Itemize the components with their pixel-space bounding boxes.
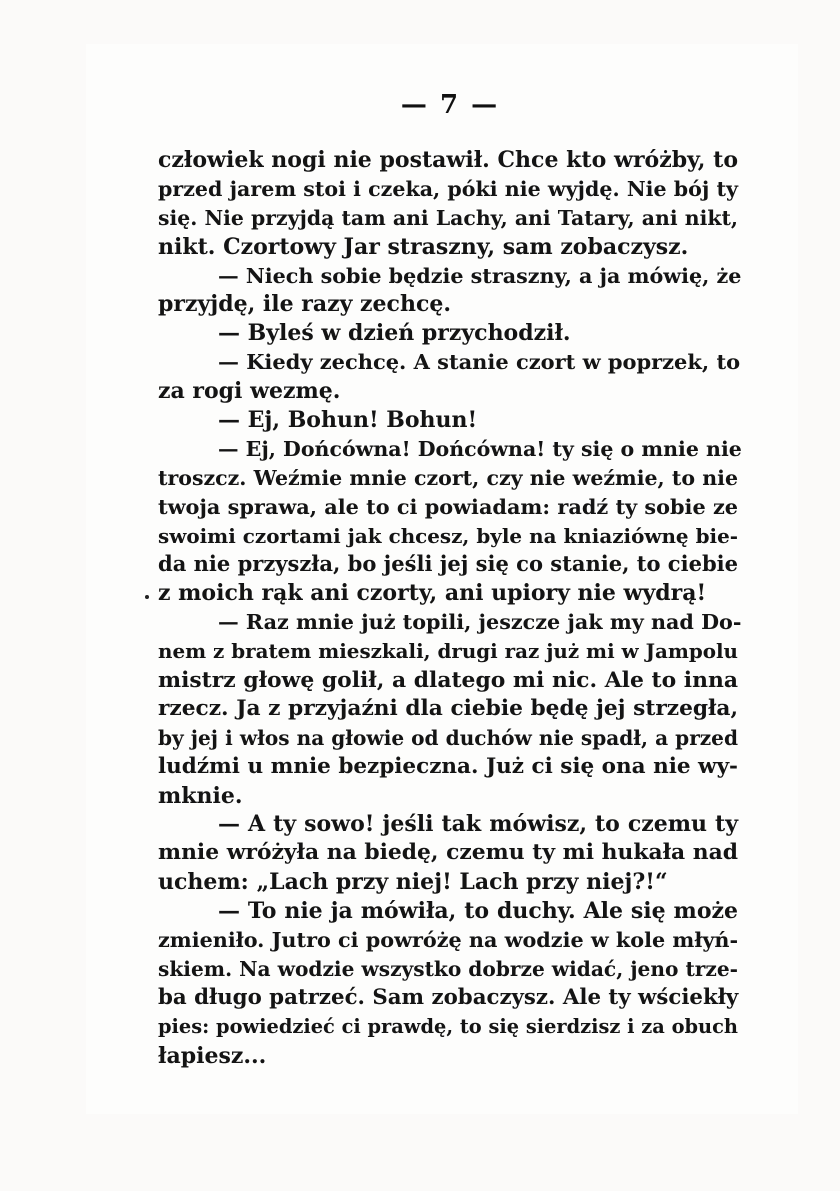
text-line: rzecz. Ja z przyjaźni dla ciebie będę jej strzegła,: [158, 695, 738, 721]
text-line: łapiesz...: [158, 1042, 267, 1069]
body-text: [158, 146, 742, 1071]
text-line: człowiek nogi nie postawił. Chce kto wróżby, to: [158, 147, 738, 173]
text-line: — Niech sobie będzie straszny, a ja mówię, że: [218, 263, 742, 288]
text-line: — Raz mnie już topili, jeszcze jak my nad Do-: [218, 610, 742, 635]
text-line: mistrz głowę golił, a dlatego mi nic. Ale to inna: [158, 667, 738, 694]
text-line: ba długo patrzeć. Sam zobaczysz. Ale ty wściekły: [158, 984, 739, 1010]
text-line: da nie przyszła, bo jeśli jej się co stanie, to ciebie: [158, 551, 738, 577]
text-line: się. Nie przyjdą tam ani Lachy, ani Tatary, ani nikt,: [158, 205, 738, 230]
text-line: nikt. Czortowy Jar straszny, sam zobaczysz.: [158, 233, 689, 260]
text-line: — A ty sowo! jeśli tak mówisz, to czemu ty: [218, 811, 738, 838]
text-line: pies: powiedzieć ci prawdę, to się sierdzisz i za obuch: [158, 1014, 738, 1038]
text-line: zmieniło. Jutro ci powróżę na wodzie w kole młyń-: [158, 928, 739, 953]
text-line: — Byleś w dzień przychodził.: [218, 320, 571, 347]
text-line: skiem. Na wodzie wszystko dobrze widać, jeno trze-: [158, 956, 738, 981]
ink-speck: [145, 595, 149, 599]
text-line: — Ej, Dońcówna! Dońcówna! ty się o mnie nie: [218, 436, 742, 461]
text-line: — To nie ja mówiła, to duchy. Ale się może: [218, 898, 738, 925]
text-line: nem z bratem mieszkali, drugi raz już mi w Jampolu: [158, 639, 738, 664]
page-number: — 7 —: [400, 90, 500, 120]
text-line: przed jarem stoi i czeka, póki nie wyjdę. Nie bój ty: [158, 176, 738, 201]
text-line: — Ej, Bohun! Bohun!: [218, 407, 478, 434]
text-line: ludźmi u mnie bezpieczna. Już ci się ona nie wy-: [158, 753, 738, 779]
text-line: mknie.: [158, 782, 243, 809]
text-line: uchem: „Lach przy niej! Lach przy niej?!“: [158, 869, 668, 896]
text-line: mnie wróżyła na biedę, czemu ty mi hukała nad: [158, 840, 738, 866]
text-line: swoimi czortami jak chcesz, byle na kniaziównę bie-: [158, 523, 738, 548]
text-line: — Kiedy zechcę. A stanie czort w poprzek, to: [218, 349, 741, 375]
text-line: by jej i włos na głowie od duchów nie spadł, a przed: [158, 725, 738, 750]
text-line: twoja sprawa, ale to ci powiadam: radź ty sobie ze: [158, 493, 738, 519]
text-line: przyjdę, ile razy zechcę.: [158, 291, 451, 318]
text-line: za rogi wezmę.: [158, 378, 341, 405]
text-line: z moich rąk ani czorty, ani upiory nie wydrą!: [158, 580, 707, 607]
text-line: troszcz. Weźmie mnie czort, czy nie weźmie, to nie: [158, 465, 738, 490]
